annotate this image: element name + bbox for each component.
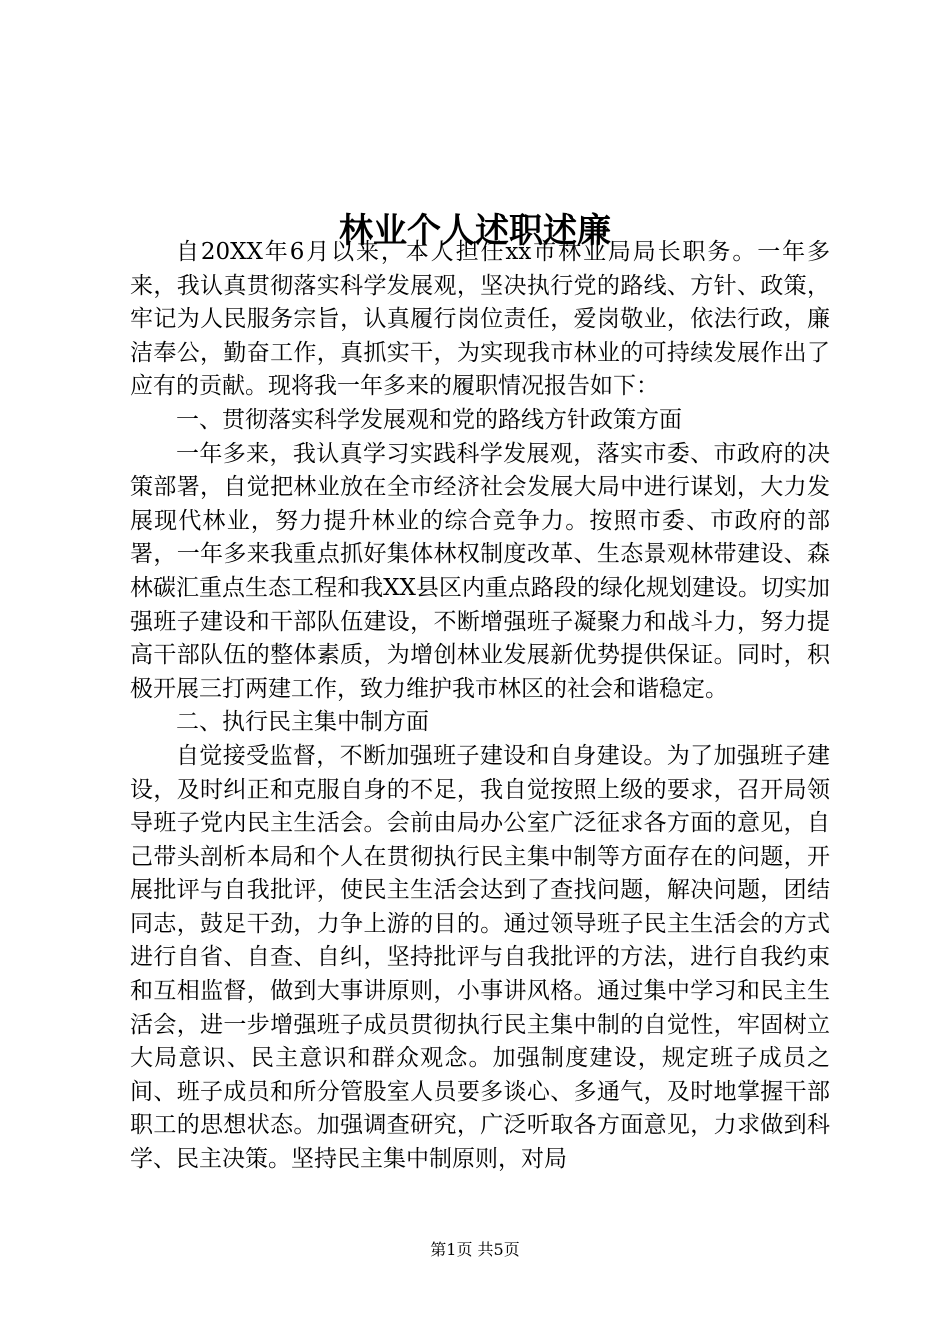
document-body — [130, 236, 830, 1177]
section-2-paragraph: 自觉接受监督，不断加强班子建设和自身建设。为了加强班子建设，及时纠正和克服自身的不足，我自觉按照上级的要求，召开局领导班子党内民主生活会。会前由局办公室广泛征求各方面的意见，自己带头剖析本局和个人在贯彻执行民主集中制等方面存在的问题，开展批评与自我批评，使民主生活会达到了查找问题，解决问题，团结同志，鼓足干劲，力争上游的目的。通过领导班子民主生活会的方式进行自省、自查、自纠，坚持批评与自我批评的方法，进行自我约束和互相监督，做到大事讲原则，小事讲风格。通过集中学习和民主生活会，进一步增强班子成员贯彻执行民主集中制的自觉性，牢固树立大局意识、民主意识和群众观念。加强制度建设，规定班子成员之间、班子成员和所分管股室人员要多谈心、多通气，及时地掌握干部职工的思想状态。加强调查研究，广泛听取各方面意见，力求做到科学、民主决策。坚持民主集中制原则，对局 — [130, 742, 830, 1173]
section-heading-1: 一、贯彻落实科学发展观和党的路线方针政策方面 — [176, 406, 682, 433]
section-1-paragraph: 一年多来，我认真学习实践科学发展观，落实市委、市政府的决策部署，自觉把林业放在全市经济社会发展大局中进行谋划，大力发展现代林业，努力提升林业的综合竞争力。按照市委、市政府的部署，一年多来我重点抓好集体林权制度改革、生态景观林带建设、森林碳汇重点生态工程和我XX县区内重点路段的绿化规划建设。切实加强班子建设和干部队伍建设，不断增强班子凝聚力和战斗力，努力提高干部队伍的整体素质，为增创林业发展新优势提供保证。同时，积极开展三打两建工作，致力维护我市林区的社会和谐稳定。 — [130, 440, 830, 702]
document-title: 林业个人述职述廉 — [339, 210, 611, 251]
page-footer: 第1页 共5页 — [430, 1240, 520, 1259]
intro-paragraph: 自20XX年6月以来，本人担任xx市林业局局长职务。一年多来，我认真贯彻落实科学发展观，坚决执行党的路线、方针、政策，牢记为人民服务宗旨，认真履行岗位责任，爱岗敬业，依法行政，廉洁奉公，勤奋工作，真抓实干，为实现我市林业的可持续发展作出了应有的贡献。现将我一年多来的履职情况报告如下： — [130, 239, 830, 400]
section-heading-2: 二、执行民主集中制方面 — [176, 709, 429, 736]
